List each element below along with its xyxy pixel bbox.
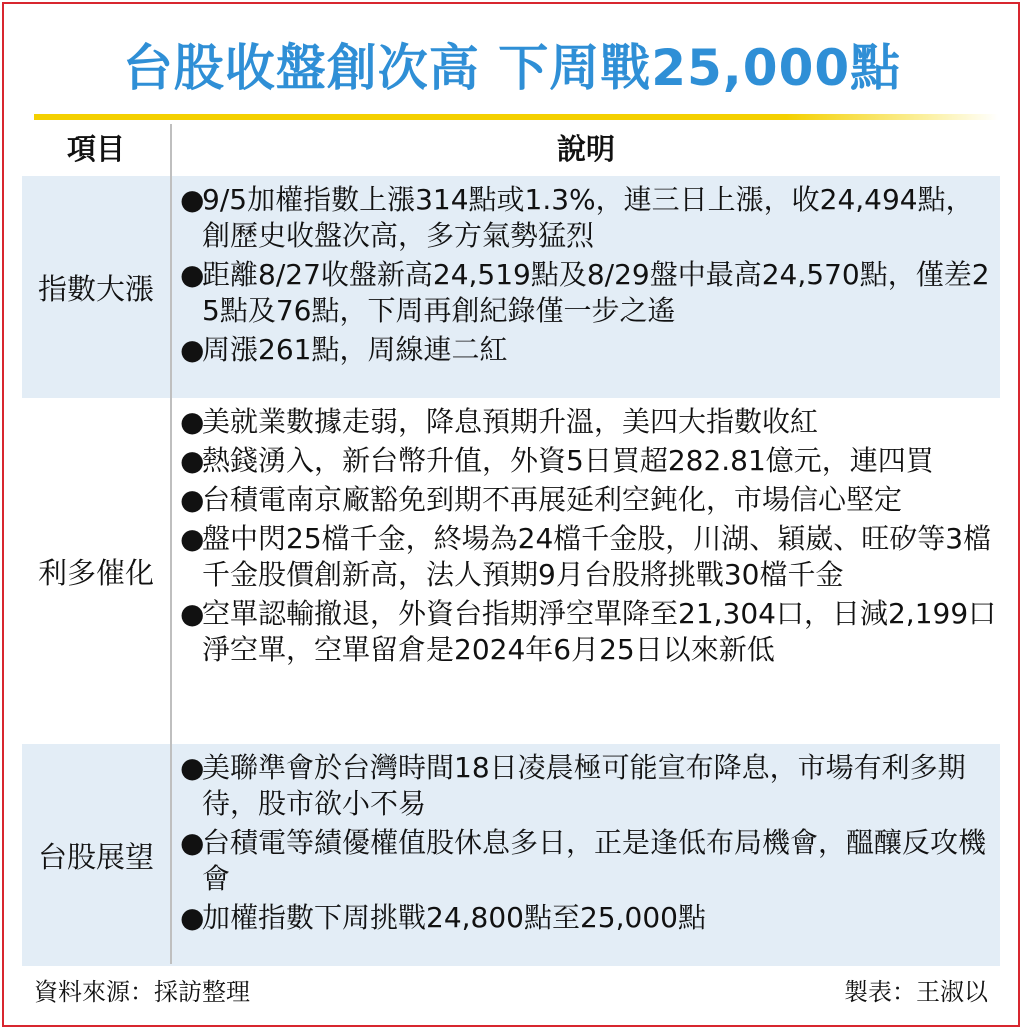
list-item: ●熱錢湧入，新台幣升值，外資5日買超282.81億元，連四買 [180, 444, 934, 477]
row-label: 利多催化 [37, 555, 154, 590]
header-description: 說明 [556, 132, 615, 166]
list-item: ●周漲261點，周線連二紅 [180, 333, 508, 366]
row-description [180, 182, 998, 371]
list-item: ●加權指數下周挑戰24,800點至25,000點 [180, 901, 706, 934]
table-header [22, 124, 1000, 174]
list-item: ●9/5加權指數上漲314點或1.3%，連三日上漲，收24,494點，創歷史收盤次高，多方氣勢猛烈 [180, 183, 974, 252]
list-item: ●距離8/27收盤新高24,519點及8/29盤中最高24,570點，僅差25點及76點，下周再創紀錄僅一步之遙 [180, 258, 990, 327]
author-note: 製表：王淑以 [844, 978, 988, 1006]
row-label: 台股展望 [37, 839, 154, 874]
list-item: ●台積電等績優權值股休息多日，正是逢低布局機會，醞釀反攻機會 [180, 826, 987, 895]
list-item: ●台積電南京廠豁免到期不再展延利空鈍化，市場信心堅定 [180, 483, 903, 516]
list-item: ●美聯準會於台灣時間18日凌晨極可能宣布降息，市場有利多期待，股市欲小不易 [180, 751, 966, 820]
table-row-outlook [22, 744, 1000, 966]
header-item: 項目 [66, 132, 125, 166]
title-underline [34, 114, 998, 120]
list-item: ●盤中閃25檔千金，終場為24檔千金股，川湖、穎崴、旺矽等3檔千金股價創新高，法人預期9月台股將挑戰30檔千金 [180, 522, 992, 591]
list-item: ●空單認輸撤退，外資台指期淨空單降至21,304口，日減2,199口淨空單，空單留倉是2024年6月25日以來新低 [180, 597, 997, 666]
table-row-index-surge [22, 176, 1000, 398]
page-title: 台股收盤創次高 下周戰25,000點 [122, 39, 902, 97]
list-item: ●美就業數據走弱，降息預期升溫，美四大指數收紅 [180, 405, 819, 438]
row-description [180, 404, 998, 671]
source-note: 資料來源：採訪整理 [34, 978, 250, 1006]
column-divider [170, 124, 172, 964]
row-label: 指數大漲 [37, 271, 154, 306]
row-description [180, 750, 998, 939]
table-row-catalysts [22, 398, 1000, 744]
